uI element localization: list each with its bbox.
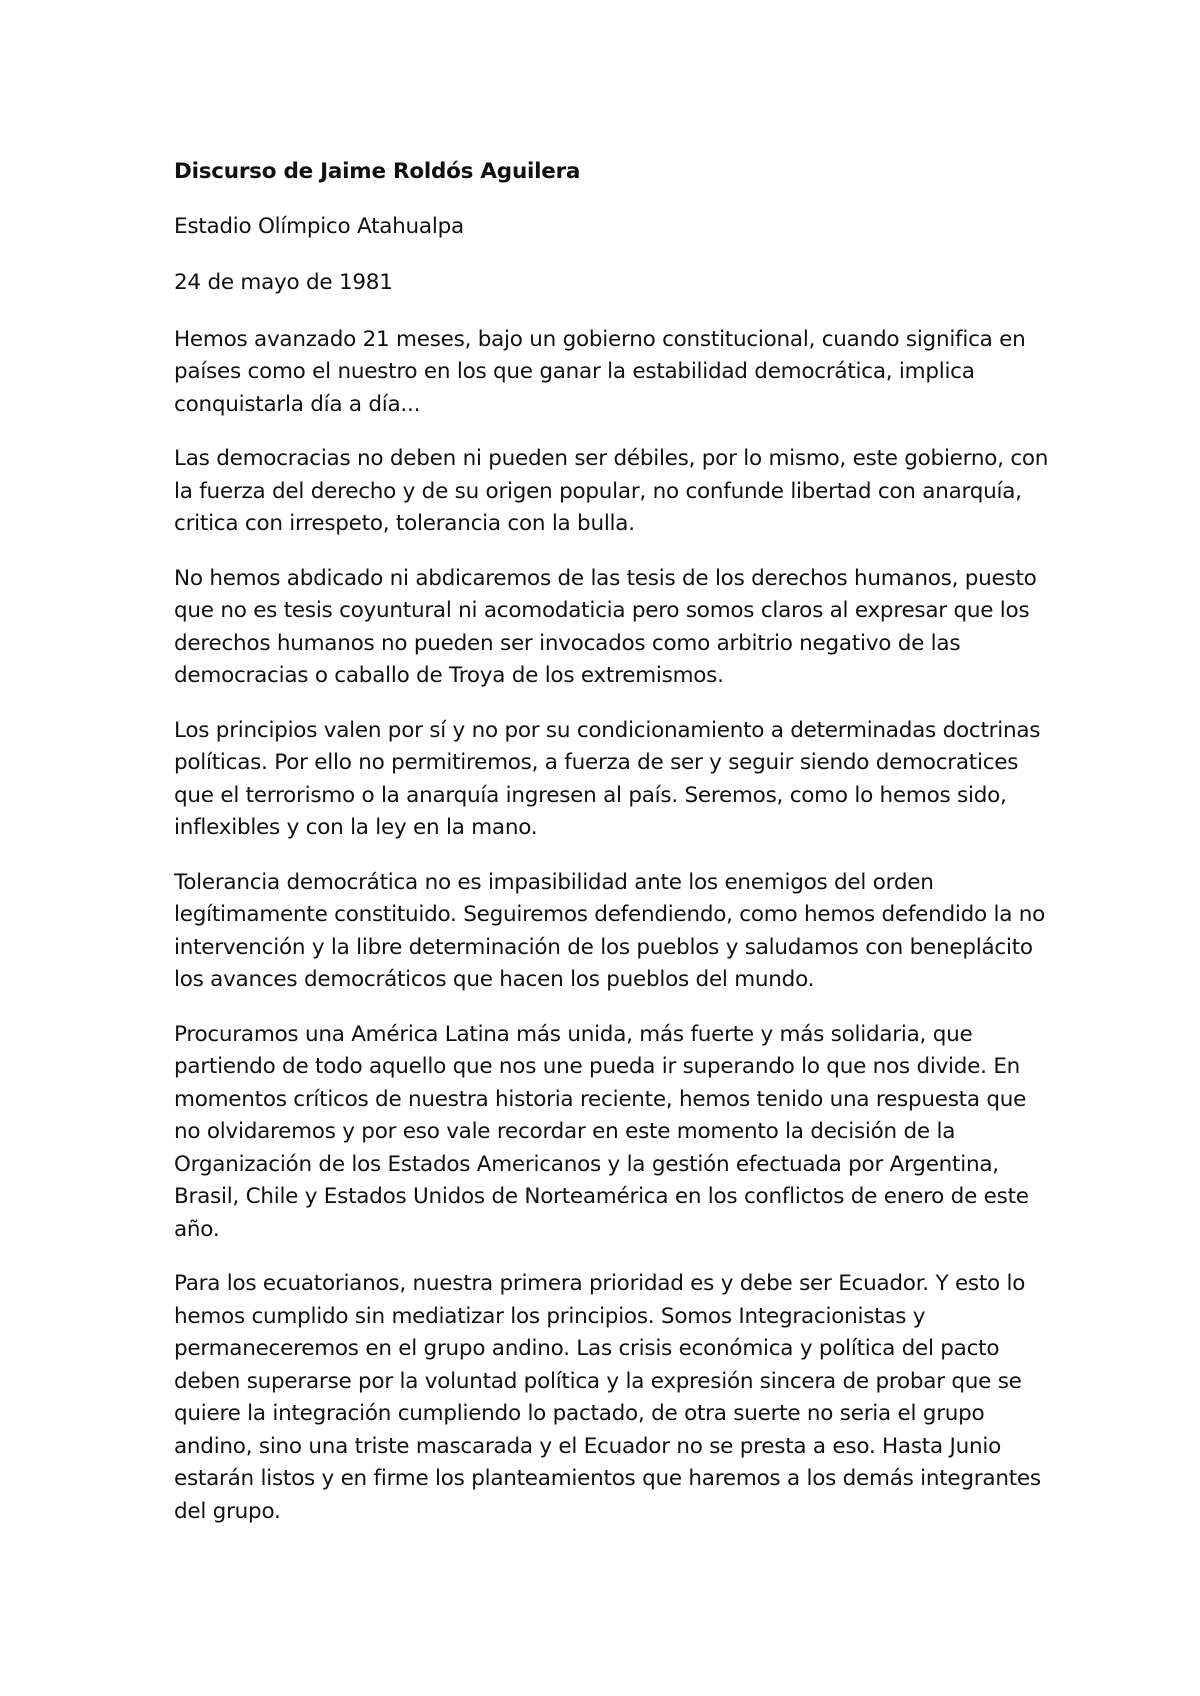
paragraph: Tolerancia democrática no es impasibilidad ante los enemigos del orden legítimamente constituido. Seguiremos defendiendo, como hemos defendido la no intervención y la libre determinación de los pueblos y saludamos con beneplácito los avances democráticos que hacen los pueblos del mundo. [174,869,1046,992]
document-venue: Estadio Olímpico Atahualpa [174,213,464,239]
paragraph: Los principios valen por sí y no por su condicionamiento a determinadas doctrinas políticas. Por ello no permitiremos, a fuerza de ser y seguir siendo democratices que el terrorismo o la anarquía ingresen al país. Seremos, como lo hemos sido, inflexibles y con la ley en la mano. [174,717,1041,840]
paragraph: Las democracias no deben ni pueden ser débiles, por lo mismo, este gobierno, con la fuerza del derecho y de su origen popular, no confunde libertad con anarquía, critica con irrespeto, tolerancia con la bulla. [174,446,1049,536]
paragraph: Hemos avanzado 21 meses, bajo un gobierno constitucional, cuando significa en países como el nuestro en los que ganar la estabilidad democrática, implica conquistarla día a día... [174,326,1026,417]
document-body [174,156,1054,1550]
document-title: Discurso de Jaime Roldós Aguilera [174,159,581,184]
paragraph: No hemos abdicado ni abdicaremos de las tesis de los derechos humanos, puesto que no es tesis coyuntural ni acomodaticia pero somos claros al expresar que los derechos humanos no pueden ser invocados como arbitrio negativo de las democracias o caballo de Troya de los extremismos. [174,565,1037,688]
paragraph: Para los ecuatorianos, nuestra primera prioridad es y debe ser Ecuador. Y esto lo hemos cumplido sin mediatizar los principios. Somos Integracionistas y permaneceremos en el grupo andino. Las crisis económica y política del pacto deben superarse por la voluntad política y la expresión sincera de probar que se quiere la integración cumpliendo lo pactado, de otra suerte no seria el grupo andino, sino una triste mascarada y el Ecuador no se presta a eso. Hasta Junio estarán listos y en firme los planteamientos que haremos a los demás integrantes del grupo. [174,1271,1041,1524]
paragraph: Procuramos una América Latina más unida, más fuerte y más solidaria, que partiendo de todo aquello que nos une pueda ir superando lo que nos divide. En momentos críticos de nuestra historia reciente, hemos tenido una respuesta que no olvidaremos y por eso vale recordar en este momento la decisión de la Organización de los Estados Americanos y la gestión efectuada por Argentina, Brasil, Chile y Estados Unidos de Norteamérica en los conflictos de enero de este año. [174,1021,1029,1242]
document-date: 24 de mayo de 1981 [174,270,393,295]
